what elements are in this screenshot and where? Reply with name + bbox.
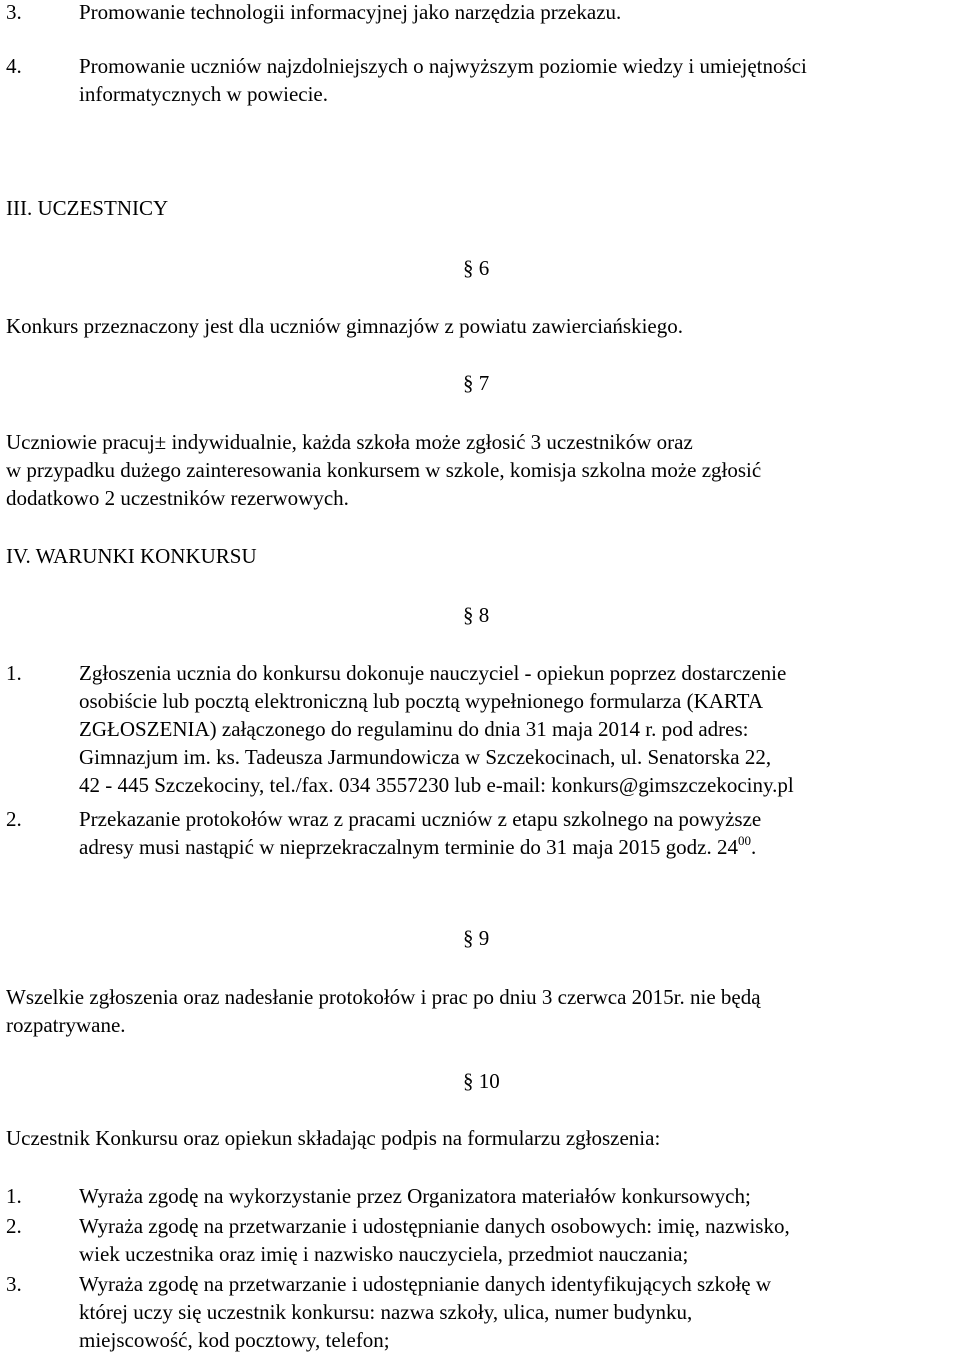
paragraph-label: § 10 [463, 1069, 500, 1093]
paragraph-label: § 7 [463, 371, 490, 395]
paragraph-text [6, 983, 946, 1039]
text-line: wiek uczestnika oraz imię i nazwisko nauczyciela, przedmiot nauczania; [79, 1242, 689, 1266]
section-heading: III. UCZESTNICY [6, 196, 169, 220]
list-number: 3. [6, 1272, 22, 1296]
text-line: Wyraża zgodę na przetwarzanie i udostępnianie danych osobowych: imię, nazwisko, [79, 1214, 790, 1238]
list-text: Promowanie technologii informacyjnej jako narzędzia przekazu. [79, 0, 622, 24]
paragraph-label: § 8 [463, 603, 490, 627]
list-number: 2. [6, 807, 22, 831]
text-line: Zgłoszenia ucznia do konkursu dokonuje nauczyciel - opiekun poprzez dostarczenie [79, 661, 787, 685]
paragraph-text: Konkurs przeznaczony jest dla uczniów gimnazjów z powiatu zawierciańskiego. [6, 314, 684, 338]
text-line: Wyraża zgodę na przetwarzanie i udostępnianie danych identyfikujących szkołę w [79, 1272, 772, 1296]
list-number: 2. [6, 1214, 22, 1238]
section-heading: IV. WARUNKI KONKURSU [6, 544, 257, 568]
text-line: rozpatrywane. [6, 1013, 126, 1037]
text-line: w przypadku dużego zainteresowania konkursem w szkole, komisja szkolna może zgłosić [6, 458, 762, 482]
text-line: której uczy się uczestnik konkursu: nazwa szkoły, ulica, numer budynku, [79, 1300, 693, 1324]
paragraph-label: § 6 [463, 256, 490, 280]
text-line-end: . [750, 835, 757, 859]
list-text: Promowanie uczniów najzdolniejszych o najwyższym poziomie wiedzy i umiejętności [79, 54, 807, 78]
text-line-main: adresy musi nastąpić w nieprzekraczalnym terminie do 31 maja 2015 godz. 24 [79, 835, 738, 859]
text-line: miejscowość, kod pocztowy, telefon; [79, 1328, 390, 1352]
list-number: 1. [6, 661, 22, 685]
text-line: Uczniowie pracuj± indywidualnie, każda szkoła może zgłosić 3 uczestników oraz [6, 430, 693, 454]
text-line: 42 - 445 Szczekociny, tel./fax. 034 3557230 lub e-mail: konkurs@gimszczekociny.pl [79, 773, 794, 797]
list-text: informatycznych w powiecie. [79, 82, 328, 106]
list-number: 3. [6, 0, 22, 24]
text-line [79, 833, 761, 861]
text-line: Wyraża zgodę na wykorzystanie przez Organizatora materiałów konkursowych; [79, 1184, 751, 1208]
text-line: osobiście lub pocztą elektroniczną lub pocztą wypełnionego formularza (KARTA [79, 689, 763, 713]
list-number: 1. [6, 1184, 22, 1208]
paragraph-text [6, 428, 946, 512]
superscript: 00 [737, 833, 751, 848]
text-line: dodatkowo 2 uczestników rezerwowych. [6, 486, 349, 510]
text-line: Wszelkie zgłoszenia oraz nadesłanie protokołów i prac po dniu 3 czerwca 2015r. nie będą [6, 985, 761, 1009]
paragraph-label: § 9 [463, 926, 490, 950]
paragraph-text: Uczestnik Konkursu oraz opiekun składając podpis na formularzu zgłoszenia: [6, 1126, 661, 1150]
list-number: 4. [6, 54, 22, 78]
text-line: ZGŁOSZENIA) załączonego do regulaminu do dnia 31 maja 2014 r. pod adres: [79, 717, 749, 741]
text-line: Przekazanie protokołów wraz z pracami uczniów z etapu szkolnego na powyższe [79, 807, 762, 831]
text-line: Gimnazjum im. ks. Tadeusza Jarmundowicza w Szczekocinach, ul. Senatorska 22, [79, 745, 772, 769]
